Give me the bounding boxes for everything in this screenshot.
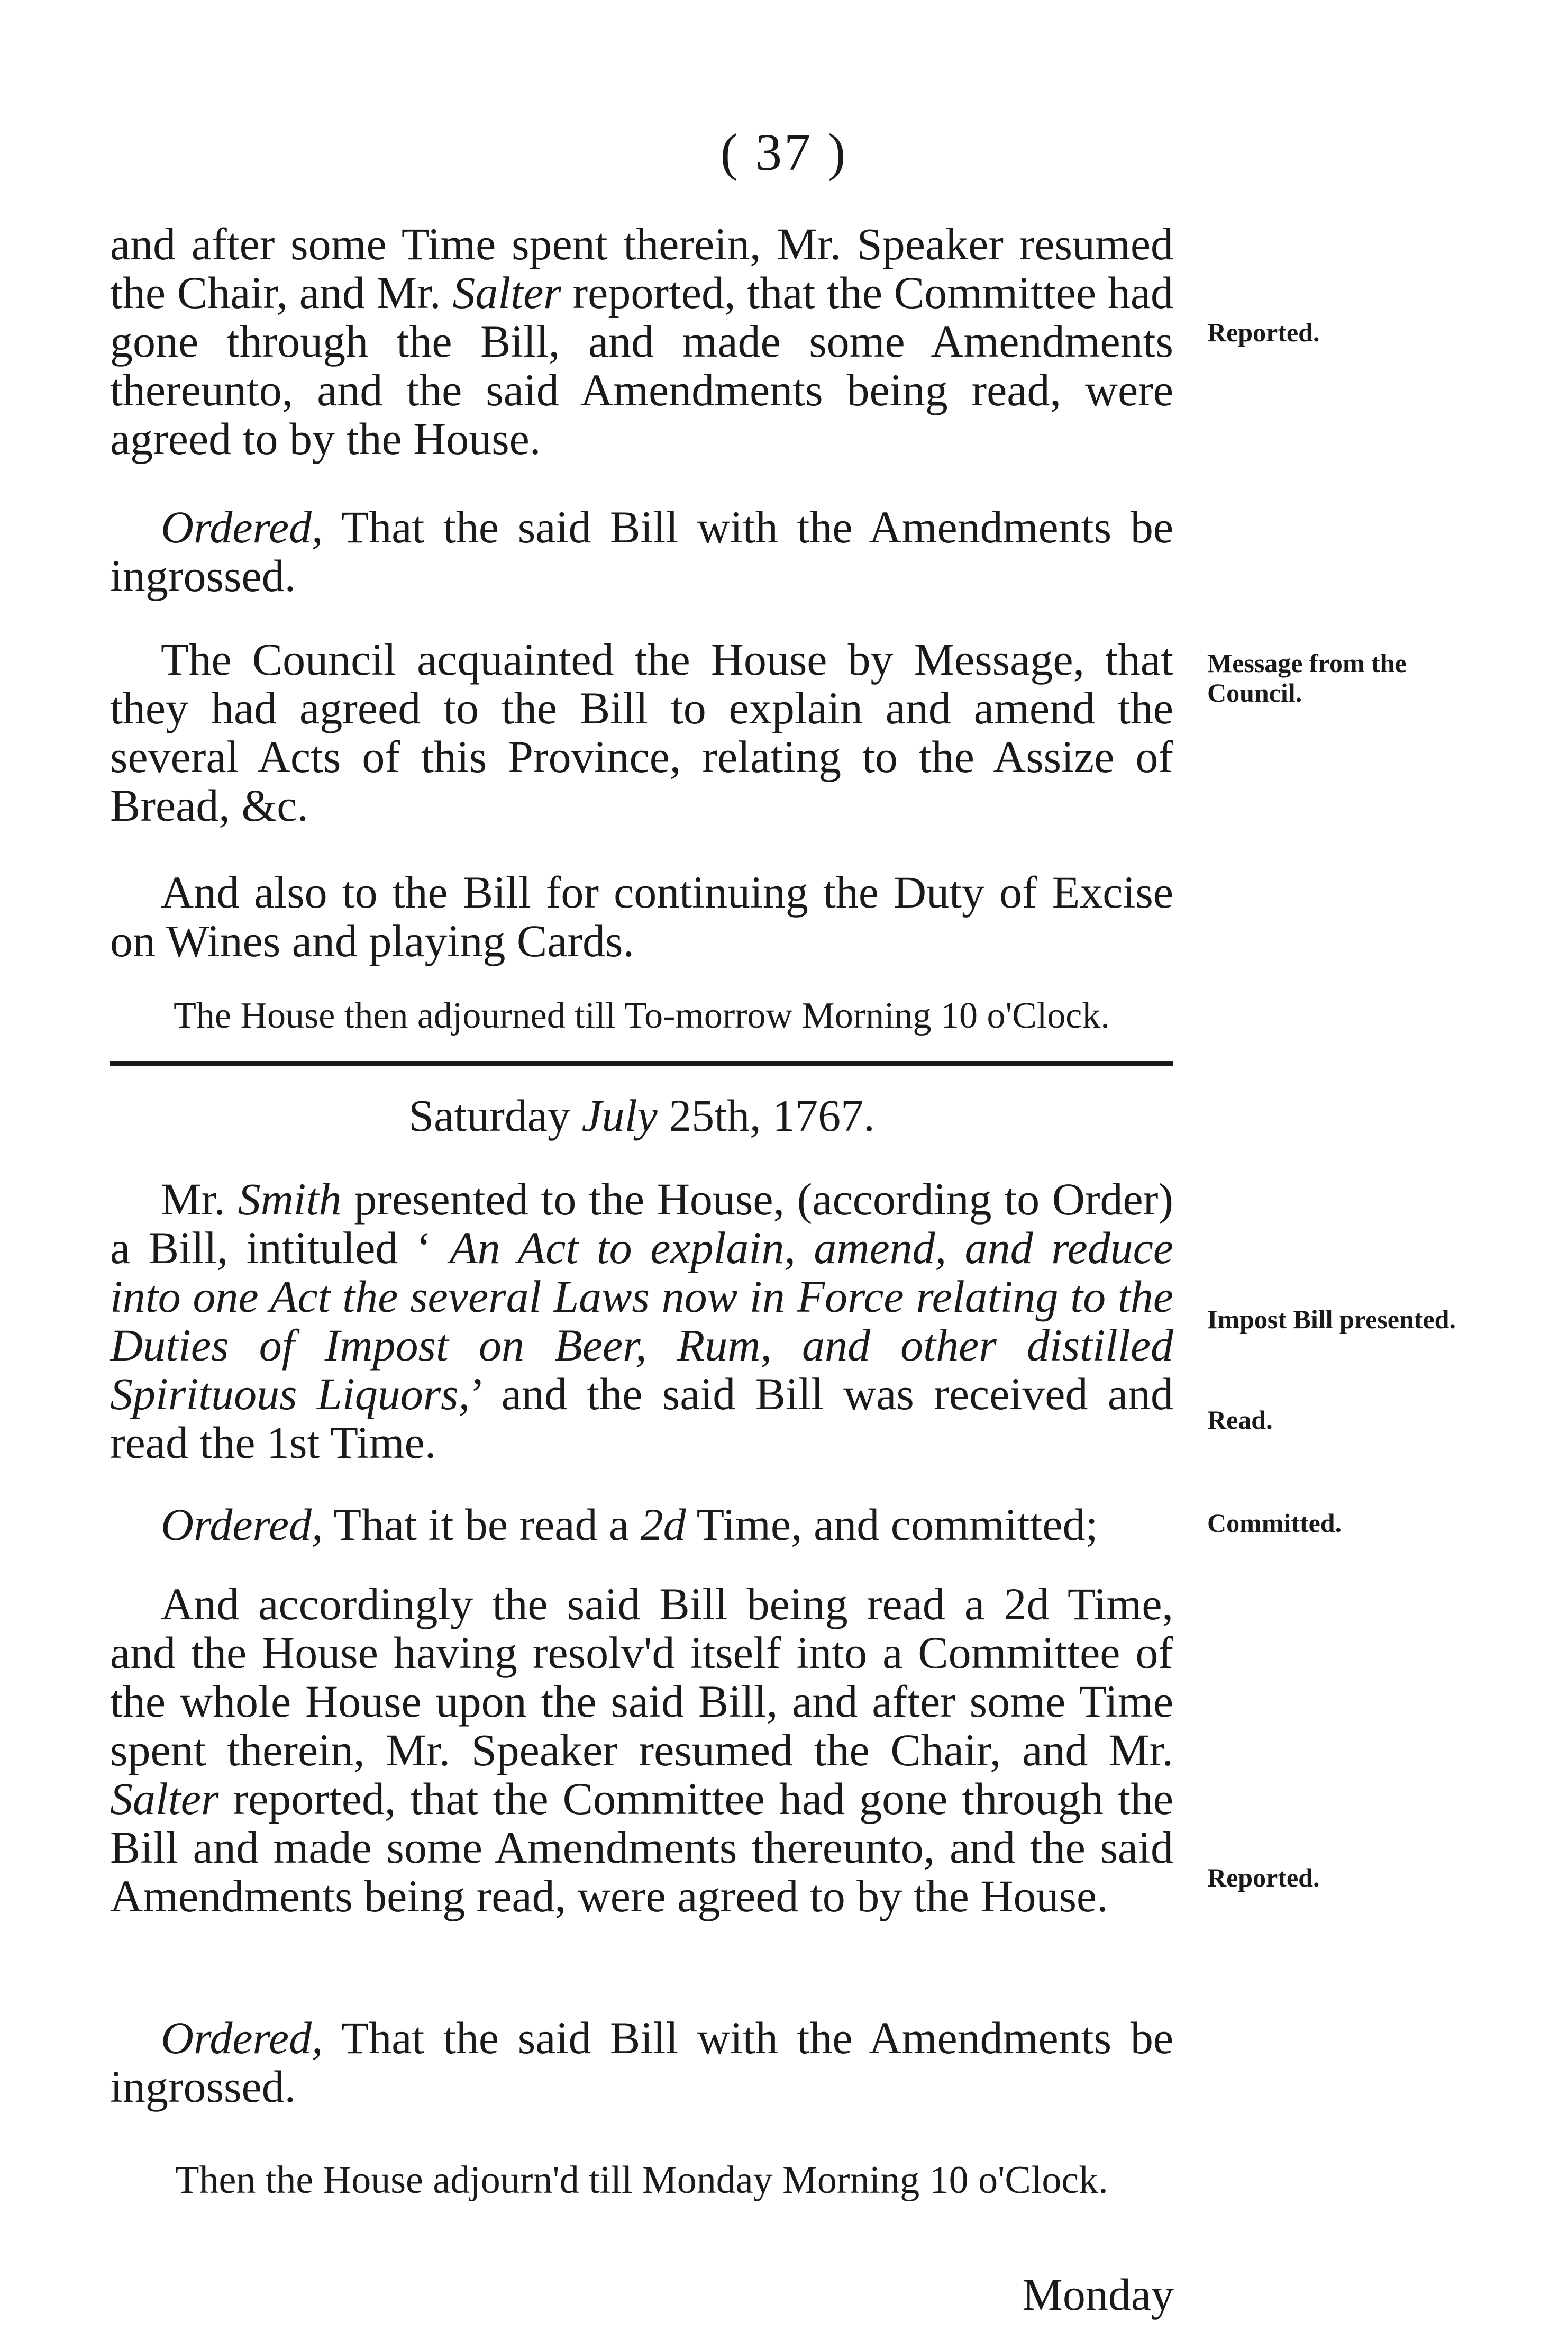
- p5-text-3: ’ and the said Bill was received and read the 1st Time.: [110, 1368, 1173, 1468]
- p6-text-1: That it be read a: [323, 1499, 641, 1550]
- member-name-smith: Smith: [238, 1174, 342, 1225]
- p1-text-2: reported, that the Committee had gone through the Bill, and made some Amendments thereunto, and the said Amendments being read, were agreed to by the House.: [110, 267, 1173, 464]
- margin-note-read: Read.: [1207, 1405, 1273, 1435]
- paragraph-second-reading: [110, 1580, 1173, 1920]
- p5-text-2: presented to the House, (according to Order) a Bill, intituled ‘: [110, 1174, 1173, 1273]
- ordered-label: Ordered,: [161, 2012, 323, 2063]
- ordered-label: Ordered,: [161, 1499, 323, 1550]
- paragraph-ordered-ingrossed-2: [110, 2014, 1173, 2111]
- p6-text-2: Time, and committed;: [686, 1499, 1098, 1550]
- date-rest: 25th, 1767.: [657, 1090, 875, 1141]
- date-month: July: [581, 1090, 658, 1141]
- second-reading: 2d: [640, 1499, 686, 1550]
- member-name-salter: Salter: [110, 1773, 219, 1824]
- paragraph-ordered-ingrossed: [110, 503, 1173, 600]
- margin-note-committed: Committed.: [1207, 1508, 1342, 1538]
- paragraph-excise-bill: And also to the Bill for continuing the Duty of Excise on Wines and playing Cards.: [110, 867, 1173, 966]
- paragraph-committee-report: [110, 220, 1173, 463]
- date-day: Saturday: [408, 1090, 582, 1141]
- section-divider: [110, 1061, 1173, 1066]
- catchword: Monday: [1022, 2269, 1174, 2320]
- p5-text-1: Mr.: [161, 1174, 238, 1225]
- paragraph-council-message: The Council acquainted the House by Message, that they had agreed to the Bill to explain and amend the several Acts of this Province, relating to the Assize of Bread, &c.: [110, 634, 1173, 831]
- ordered-label: Ordered,: [161, 502, 323, 552]
- p7-text-2: reported, that the Committee had gone through the Bill and made some Amendments thereunto, and the said Amendments being read, were agreed to by the House.: [110, 1773, 1173, 1921]
- page-number: ( 37 ): [720, 123, 848, 182]
- margin-note-message: Message from the Council.: [1207, 648, 1407, 708]
- p8-text: That the said Bill with the Amendments be ingrossed.: [110, 2012, 1173, 2112]
- paragraph-impost-bill: [110, 1175, 1173, 1467]
- bill-title: An Act to explain, amend, and reduce into one Act the several Laws now in Force relating to the Duties of Impost on Beer, Rum, and other distilled Spirituous Liquors,: [110, 1222, 1173, 1419]
- adjournment-line-2: Then the House adjourn'd till Monday Morning 10 o'Clock.: [175, 2158, 1108, 2202]
- margin-note-reported: Reported.: [1207, 318, 1320, 347]
- margin-note-reported-2: Reported.: [1207, 1863, 1320, 1892]
- member-name-salter: Salter: [452, 267, 561, 318]
- paragraph-ordered-committed: [110, 1500, 1173, 1549]
- date-heading: [110, 1090, 1173, 1141]
- p7-text-1: And accordingly the said Bill being read a 2d Time, and the House having resolv'd itself into a Committee of the whole House upon the said Bill, and after some Time spent therein, Mr. Speaker resumed the Chair, and Mr.: [110, 1579, 1173, 1775]
- adjournment-line-1: The House then adjourned till To-morrow Morning 10 o'Clock.: [174, 995, 1110, 1036]
- p2-text: That the said Bill with the Amendments be ingrossed.: [110, 502, 1173, 601]
- margin-note-impost: Impost Bill presented.: [1207, 1304, 1456, 1334]
- p1-text-1: and after some Time spent therein, Mr. Speaker resumed the Chair, and Mr.: [110, 219, 1173, 318]
